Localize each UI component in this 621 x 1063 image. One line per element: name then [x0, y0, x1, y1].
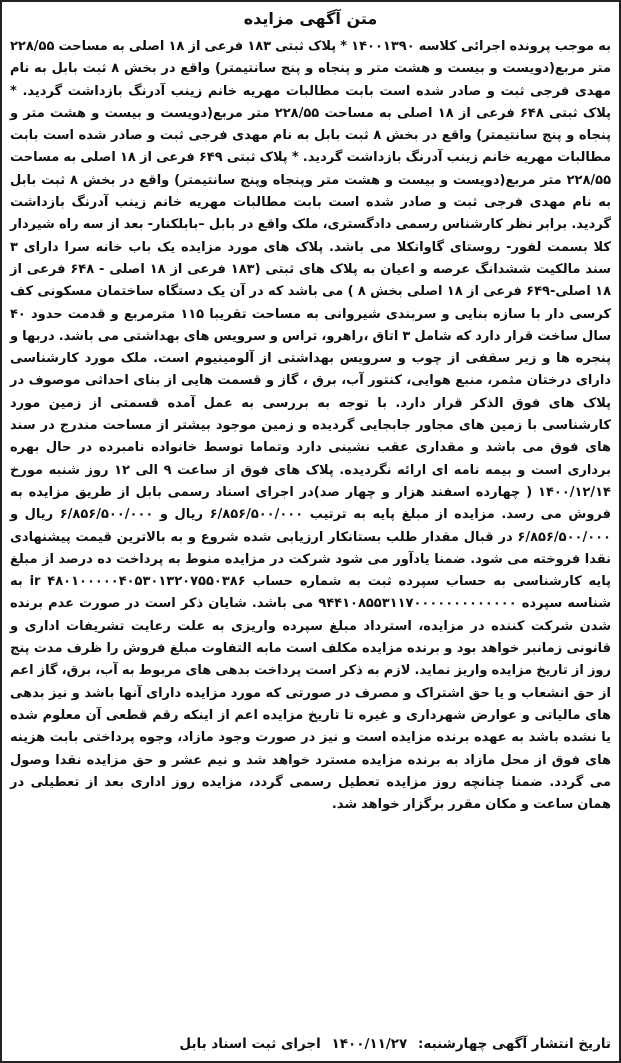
- publication-footer: [10, 1033, 611, 1055]
- publication-label: تاریخ انتشار آگهی چهارشنبه:: [417, 1036, 611, 1052]
- issuer-name: اجرای ثبت اسناد بابل: [179, 1036, 321, 1052]
- notice-paragraph: به موجب پرونده اجرائی کلاسه ۱۴۰۰۱۳۹۰ * پلاک ثبتی ۱۸۳ فرعی از ۱۸ اصلی به مساحت ۲۲۸/۵۵ متر مربع(دویست و بیست و هشت متر و پنجاه و پنج سانتیمتر) واقع در بخش ۸ ثبت بابل به نام مهدی فرجی ثبت و صادر شده است بابت مطالبات مهریه خانم زینب آدرنگ بازداشت گردید. * پلاک ثبتی ۶۴۸ فرعی از ۱۸ اصلی به مساحت ۲۲۸/۵۵ متر مربع(دویست و بیست و هشت متر و پنجاه و پنج سانتیمتر) واقع در بخش ۸ ثبت بابل به نام مهدی فرجی ثبت و صادر شده است بابت مطالبات مهریه خانم زینب آدرنگ بازداشت گردید. * پلاک ثبتی ۶۴۹ فرعی از ۱۸ اصلی به مساحت ۲۲۸/۵۵ متر مربع(دویست و بیست و هشت متر وپنجاه وپنج سانتیمتر) واقع در بخش ۸ ثبت بابل به نام مهدی فرجی ثبت و صادر شده است بابت مطالبات مهریه خانم زینب آدرنگ بازداشت گردید. برابر نظر کارشناس رسمی دادگستری، ملک واقع در بابل –بابلکنار- بعد از سه راه شیردار کلا بسمت لفور- روستای گاوانکلا می باشد. پلاک های مورد مزایده یک باب خانه سرا دارای ۳ سند مالکیت ششدانگ عرصه و اعیان به پلاک های ثبتی (۱۸۳ فرعی از ۱۸ اصلی - ۶۴۸ فرعی از ۱۸ اصلی-۶۴۹ فرعی از ۱۸ اصلی بخش ۸ ) می باشد که در آن یک دستگاه ساختمان مسکونی کف کرسی دار با سازه بنایی و سربندی شیروانی به مساحت تقریبا ۱۱۵ مترمربع و قدمت حدود ۴۰ سال ساخت قرار دارد که شامل ۳ اتاق ،راهرو، تراس و سرویس های بهداشتی می باشد. دربها و پنجره ها و زیر سقفی از چوب و سرویس بهداشتی از آلومینیوم است. ملک مورد کارشناسی دارای درختان مثمر، منبع هوایی، کنتور آب، برق ، گاز و قسمت هایی از بنای احداثی موصوف در پلاک های فوق الذکر قرار دارد. با توجه به بررسی به عمل آمده قسمتی از زمین مورد کارشناسی با زمین های مجاور جابجایی گردیده و زمین موجود بیشتر از مساحت مندرج در سند های فوق می باشد و مقداری عقب نشینی دارد وتماما توسط خانواده نامبرده در حال بهره برداری است و بیمه نامه ای ارائه نگردیده. پلاک های فوق از ساعت ۹ الی ۱۲ روز شنبه مورخ ۱۴۰۰/۱۲/۱۴ ( چهارده اسفند هزار و چهار صد)در اجرای اسناد رسمی بابل از طریق مزایده به فروش می رسد. مزایده از مبلغ پایه به ترتیب ۶/۸۵۶/۵۰۰/۰۰۰ ریال و ۶/۸۵۶/۵۰۰/۰۰۰ ریال و ۶/۸۵۶/۵۰۰/۰۰۰ در قبال مقدار طلب بستانکار ارزیابی شده شروع و به بالاترین قیمت پیشنهادی نقدا فروخته می شود. ضمنا یادآور می شود شرکت در مزایده منوط به پرداخت ده درصد از مبلغ پایه کارشناسی به حساب سپرده ثبت به شماره حساب ir ۴۸۰۱۰۰۰۰۰۴۰۵۳۰۱۳۲۰۷۵۵۰۳۸۶ به شناسه سپرده ۹۴۴۱۰۸۵۵۳۱۱۷۰۰۰۰۰۰۰۰۰۰۰۰۰ می باشد. شایان ذکر است در صورت عدم برنده شدن شرکت کننده در مزایده، استرداد مبلغ سپرده واریزی به علت رعایت تشریفات اداری و قانونی زمانبر خواهد بود و برنده مزایده مکلف است مابه التفاوت مبلغ فروش را ظرف مدت پنج روز از تاریخ مزایده واریز نماید. لازم به ذکر است پرداخت بدهی های مربوط به آب، برق، گاز اعم از حق انشعاب و یا حق اشتراک و مصرف در صورتی که مورد مزایده دارای آنها باشد و نیز بدهی های مالیاتی و عوارض شهرداری و غیره تا تاریخ مزایده اعم از اینکه رقم قطعی آن معلوم شده یا نشده باشد به عهده برنده مزایده است و نیز در صورت وجود مازاد، وجوه پرداختی بابت هزینه های فوق از محل مازاد به برنده مزایده مسترد خواهد شد و نیم عشر و حق مزایده نقدا وصول می گردد. ضمنا چنانچه روز مزایده تعطیل رسمی گردد، مزایده روز اداری بعد از تعطیلی در همان ساعت و مکان مقرر برگزار خواهد شد.: [10, 39, 612, 813]
- notice-title: متن آگهی مزایده: [243, 9, 378, 28]
- publication-date: ۱۴۰۰/۱۱/۲۷: [331, 1036, 408, 1052]
- notice-body: [10, 36, 611, 816]
